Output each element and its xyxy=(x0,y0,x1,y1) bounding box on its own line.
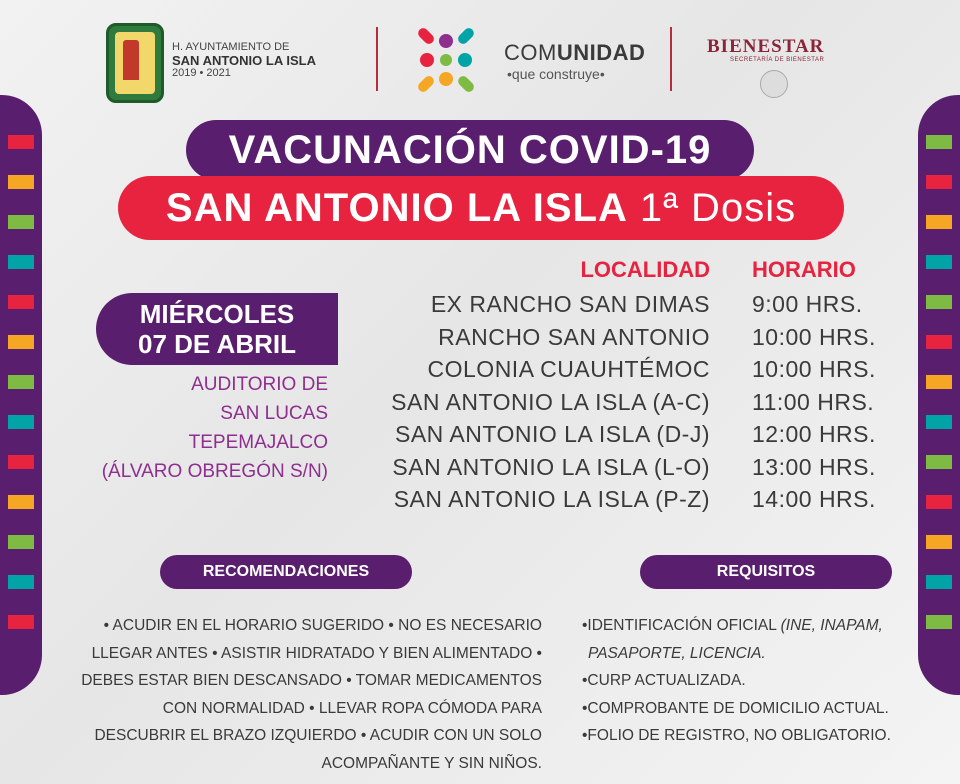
recomendacion-line: LLEGAR ANTES • ASISTIR HIDRATADO Y BIEN ALIMENTADO • xyxy=(91,644,542,662)
comunidad-wordmark xyxy=(504,40,645,66)
pattern-mark xyxy=(8,255,34,269)
recomendacion-line: DEBES ESTAR BIEN DESCANSADO • TOMAR MEDICAMENTOS xyxy=(81,672,542,689)
pattern-mark xyxy=(8,535,34,549)
horario-row: 14:00 HRS. xyxy=(752,486,876,512)
requisitos-heading: REQUISITOS xyxy=(640,555,892,589)
ayuntamiento-years: 2019 • 2021 xyxy=(172,67,231,79)
title-vacunacion: VACUNACIÓN COVID-19 xyxy=(186,120,754,180)
requisito-id: •IDENTIFICACIÓN OFICIAL xyxy=(582,617,781,634)
title-location: SAN ANTONIO LA ISLA xyxy=(165,185,628,230)
pattern-mark xyxy=(926,255,952,269)
pattern-mark xyxy=(8,335,34,349)
ayuntamiento-text xyxy=(172,41,316,80)
requisito-line: •CURP ACTUALIZADA. xyxy=(582,672,746,689)
bienestar-subtitle: SECRETARÍA DE BIENESTAR xyxy=(730,57,825,63)
requisito-line: PASAPORTE, LICENCIA. xyxy=(588,644,766,662)
pattern-mark xyxy=(8,455,34,469)
title-dose: 1ª Dosis xyxy=(639,185,797,230)
horario-row: 10:00 HRS. xyxy=(752,323,876,350)
recomendacion-line: DESCUBRIR EL BRAZO IZQUIERDO • ACUDIR CON UN SOLO xyxy=(94,727,542,744)
comunidad-bold: UNIDAD xyxy=(556,40,646,65)
comunidad-tagline: •que construye• xyxy=(507,66,605,82)
venue-line: TEPEMAJALCO xyxy=(188,432,328,453)
right-decorative-border xyxy=(918,95,960,695)
pattern-mark xyxy=(8,295,34,309)
localidad-row: SAN ANTONIO LA ISLA (P-Z) xyxy=(393,486,710,512)
national-seal-icon xyxy=(760,70,788,98)
localidad-header: LOCALIDAD xyxy=(580,257,710,282)
ayuntamiento-line2: SAN ANTONIO LA ISLA xyxy=(172,53,316,68)
requisito-id-types: (INE, INAPAM, xyxy=(780,617,883,634)
horario-row: 10:00 HRS. xyxy=(752,356,876,382)
requisitos-text xyxy=(582,612,922,750)
requisito-line xyxy=(582,612,922,640)
title-location-dose xyxy=(118,176,844,240)
recomendaciones-heading: RECOMENDACIONES xyxy=(160,555,412,589)
localidad-row: RANCHO SAN ANTONIO xyxy=(438,323,710,350)
pattern-mark xyxy=(926,455,952,469)
recomendacion-line: CON NORMALIDAD • LLEVAR ROPA CÓMODA PARA xyxy=(162,699,542,717)
localidad-row: EX RANCHO SAN DIMAS xyxy=(430,291,710,317)
pattern-mark xyxy=(926,495,952,509)
pattern-mark xyxy=(926,295,952,309)
venue-line: SAN LUCAS xyxy=(220,403,328,424)
localidad-row: SAN ANTONIO LA ISLA (D-J) xyxy=(395,421,710,447)
municipal-seal-logo xyxy=(106,23,164,103)
header-divider xyxy=(376,27,378,91)
requisito-line: •COMPROBANTE DE DOMICILIO ACTUAL. xyxy=(582,699,889,717)
pattern-mark xyxy=(926,615,952,629)
horario-header: HORARIO xyxy=(752,257,856,282)
localidad-row: COLONIA CUAUHTÉMOC xyxy=(427,356,710,382)
pattern-mark xyxy=(8,135,34,149)
left-decorative-border xyxy=(0,95,42,695)
pattern-mark xyxy=(926,415,952,429)
ayuntamiento-line1: H. AYUNTAMIENTO DE xyxy=(172,41,290,53)
pattern-mark xyxy=(8,575,34,589)
horario-row: 12:00 HRS. xyxy=(752,421,876,447)
pattern-mark xyxy=(926,135,952,149)
header-divider xyxy=(670,27,672,91)
comunidad-logo-icon xyxy=(413,27,479,93)
venue-address xyxy=(68,370,328,486)
recomendacion-line: ACOMPAÑANTE Y SIN NIÑOS. xyxy=(321,754,542,772)
recomendaciones-text xyxy=(40,612,542,777)
venue-line: (ÁLVARO OBREGÓN S/N) xyxy=(101,461,328,482)
horario-row: 11:00 HRS. xyxy=(752,388,875,415)
pattern-mark xyxy=(926,375,952,389)
comunidad-prefix: COM xyxy=(504,40,557,65)
pattern-mark xyxy=(926,215,952,229)
pattern-mark xyxy=(926,335,952,349)
date-weekday: MIÉRCOLES xyxy=(139,299,295,329)
date-badge xyxy=(96,293,338,365)
pattern-mark xyxy=(8,615,34,629)
pattern-mark xyxy=(8,175,34,189)
horario-row: 9:00 HRS. xyxy=(752,291,863,317)
localidad-row: SAN ANTONIO LA ISLA (A-C) xyxy=(391,388,710,415)
horario-column xyxy=(752,288,876,516)
pattern-mark xyxy=(8,375,34,389)
requisito-line: •FOLIO DE REGISTRO, NO OBLIGATORIO. xyxy=(582,727,891,744)
date-day: 07 DE ABRIL xyxy=(138,329,296,359)
pattern-mark xyxy=(8,215,34,229)
pattern-mark xyxy=(8,495,34,509)
recomendacion-line: • ACUDIR EN EL HORARIO SUGERIDO • NO ES NECESARIO xyxy=(103,617,542,634)
venue-line: AUDITORIO DE xyxy=(191,374,328,395)
pattern-mark xyxy=(926,535,952,549)
localidad-row: SAN ANTONIO LA ISLA (L-O) xyxy=(392,453,710,480)
pattern-mark xyxy=(926,575,952,589)
horario-row: 13:00 HRS. xyxy=(752,453,876,480)
pattern-mark xyxy=(8,415,34,429)
pattern-mark xyxy=(926,175,952,189)
bienestar-wordmark: BIENESTAR xyxy=(707,36,825,57)
localidad-column xyxy=(391,288,710,516)
